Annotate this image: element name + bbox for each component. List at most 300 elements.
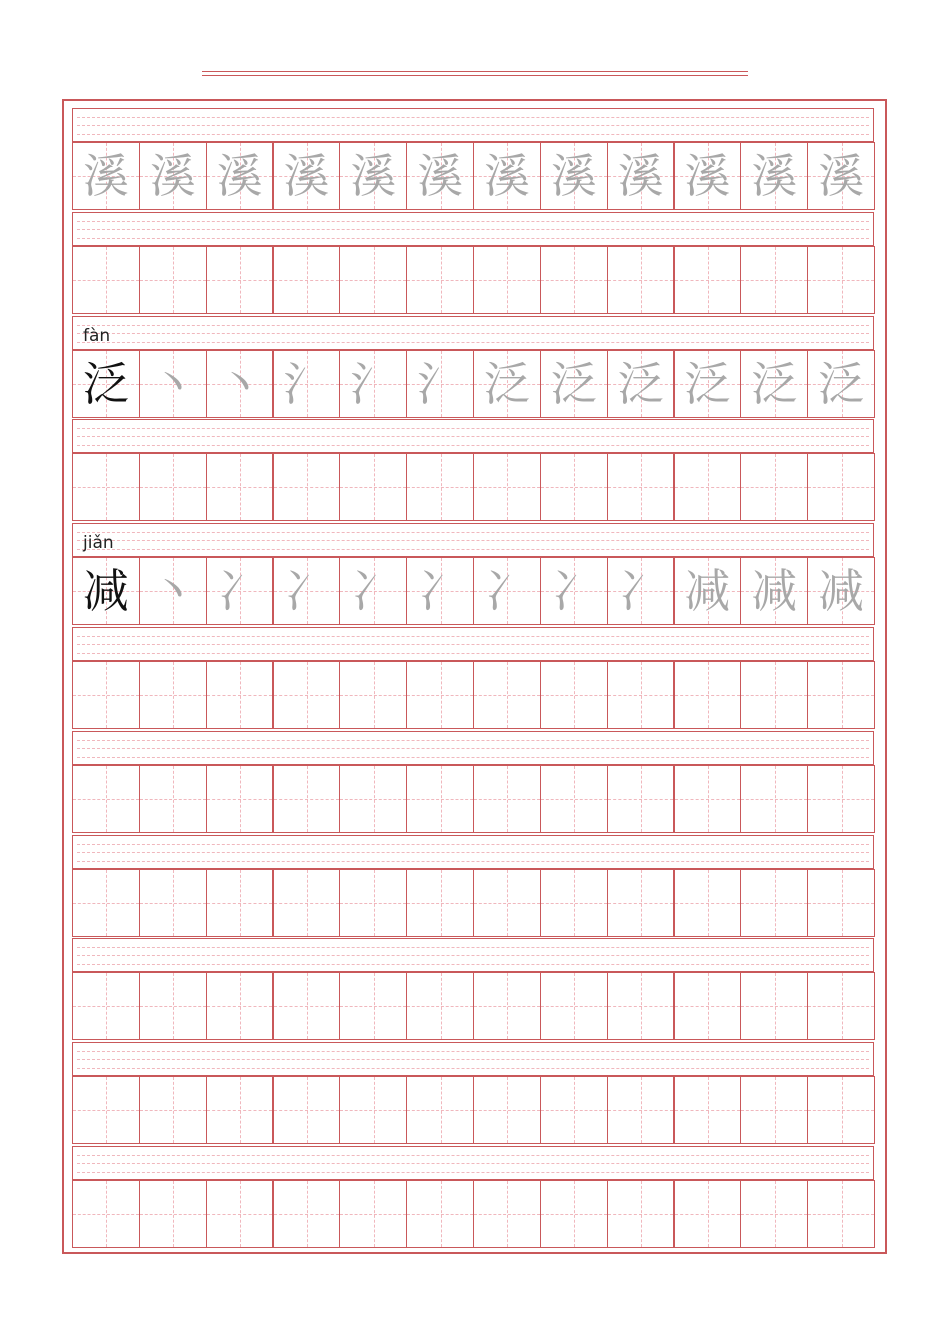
- header-rule-bottom: [202, 75, 748, 76]
- writing-cell[interactable]: [206, 1076, 274, 1144]
- writing-cell[interactable]: [473, 142, 541, 210]
- writing-cell[interactable]: [807, 142, 875, 210]
- cell-guide-vertical: [842, 1077, 843, 1143]
- cell-guide-vertical: [507, 247, 508, 313]
- cell-guide-vertical: [507, 766, 508, 832]
- pinyin-guide-line: [77, 757, 869, 758]
- trace-character: 减: [751, 564, 798, 619]
- pinyin-guide-line: [77, 540, 869, 541]
- pinyin-guide-line: [77, 653, 869, 654]
- trace-character: 溪: [417, 149, 464, 203]
- pinyin-guide-line: [77, 532, 869, 533]
- cell-guide-vertical: [507, 1077, 508, 1143]
- cell-guide-vertical: [708, 870, 709, 936]
- pinyin-guide-line: [77, 1155, 869, 1156]
- pinyin-guide-line: [77, 1163, 869, 1164]
- cell-guide-vertical: [106, 454, 107, 520]
- cell-guide-vertical: [842, 662, 843, 728]
- pinyin-guide-line: [77, 1068, 869, 1069]
- writing-cell[interactable]: [740, 453, 808, 521]
- trace-character: 溪: [483, 149, 530, 203]
- model-character: 减: [82, 564, 129, 619]
- writing-cell[interactable]: [807, 1076, 875, 1144]
- pinyin-guide-line: [77, 325, 869, 326]
- writing-cell[interactable]: [406, 869, 474, 937]
- writing-cell[interactable]: [206, 453, 274, 521]
- writing-cell[interactable]: [674, 142, 742, 210]
- writing-cell[interactable]: [339, 1076, 407, 1144]
- writing-cell[interactable]: [72, 972, 140, 1040]
- writing-cell[interactable]: [206, 765, 274, 833]
- cell-guide-vertical: [307, 766, 308, 832]
- writing-cell[interactable]: [139, 1076, 207, 1144]
- writing-cell[interactable]: [540, 765, 608, 833]
- trace-character: 溪: [617, 149, 664, 203]
- cell-guide-vertical: [374, 454, 375, 520]
- writing-cell[interactable]: [740, 246, 808, 314]
- pinyin-guide-line: [77, 861, 869, 862]
- cell-guide-vertical: [307, 247, 308, 313]
- cell-guide-vertical: [641, 247, 642, 313]
- pinyin-band: [72, 419, 874, 453]
- pinyin-guide-line: [77, 117, 869, 118]
- cell-guide-vertical: [574, 1181, 575, 1247]
- pinyin-guide-line: [77, 221, 869, 222]
- writing-cell[interactable]: [540, 350, 608, 418]
- writing-cell[interactable]: [139, 869, 207, 937]
- pinyin-guide-line: [77, 428, 869, 429]
- cell-guide-vertical: [240, 1181, 241, 1247]
- writing-cell[interactable]: [674, 1180, 742, 1248]
- pinyin-band: [72, 316, 874, 350]
- writing-cell[interactable]: [139, 972, 207, 1040]
- writing-cell[interactable]: [406, 1180, 474, 1248]
- cell-guide-vertical: [307, 662, 308, 728]
- writing-cell[interactable]: [807, 246, 875, 314]
- cell-guide-vertical: [106, 766, 107, 832]
- cell-guide-vertical: [842, 973, 843, 1039]
- cell-guide-vertical: [574, 454, 575, 520]
- writing-cell[interactable]: [607, 246, 675, 314]
- cell-guide-vertical: [842, 454, 843, 520]
- writing-cell[interactable]: [406, 661, 474, 729]
- writing-cell[interactable]: [139, 1180, 207, 1248]
- writing-cell[interactable]: [540, 142, 608, 210]
- writing-cell[interactable]: [339, 350, 407, 418]
- cell-guide-vertical: [374, 1181, 375, 1247]
- cell-guide-vertical: [173, 247, 174, 313]
- writing-cell[interactable]: [473, 246, 541, 314]
- writing-cell[interactable]: [72, 142, 140, 210]
- cell-guide-vertical: [842, 1181, 843, 1247]
- cell-guide-vertical: [106, 1077, 107, 1143]
- writing-cell[interactable]: [139, 246, 207, 314]
- cell-guide-vertical: [374, 662, 375, 728]
- writing-cell[interactable]: [473, 1076, 541, 1144]
- cell-guide-vertical: [441, 662, 442, 728]
- cell-guide-vertical: [574, 1077, 575, 1143]
- writing-cell[interactable]: [406, 972, 474, 1040]
- cell-guide-vertical: [641, 454, 642, 520]
- pinyin-guide-line: [77, 549, 869, 550]
- cell-guide-vertical: [173, 973, 174, 1039]
- writing-cell[interactable]: [807, 661, 875, 729]
- writing-cell[interactable]: [72, 661, 140, 729]
- writing-cell[interactable]: [339, 246, 407, 314]
- cell-guide-vertical: [307, 973, 308, 1039]
- writing-cell[interactable]: [273, 869, 341, 937]
- cell-guide-vertical: [507, 454, 508, 520]
- writing-cell[interactable]: [607, 453, 675, 521]
- writing-cell[interactable]: [674, 453, 742, 521]
- cell-guide-vertical: [775, 973, 776, 1039]
- trace-character: 溪: [684, 149, 731, 203]
- trace-character: 丶: [216, 356, 263, 411]
- cell-guide-vertical: [240, 973, 241, 1039]
- writing-cell[interactable]: [206, 661, 274, 729]
- cell-guide-vertical: [641, 766, 642, 832]
- writing-cell[interactable]: [139, 661, 207, 729]
- cell-guide-vertical: [708, 454, 709, 520]
- writing-cell[interactable]: [674, 869, 742, 937]
- pinyin-band: [72, 108, 874, 142]
- writing-cell[interactable]: [206, 557, 274, 625]
- writing-cell[interactable]: [72, 557, 140, 625]
- trace-character: 减: [818, 564, 865, 619]
- pinyin-guide-line: [77, 636, 869, 637]
- writing-cell[interactable]: [206, 142, 274, 210]
- writing-cell[interactable]: [674, 557, 742, 625]
- writing-cell[interactable]: [674, 246, 742, 314]
- cell-guide-vertical: [641, 1181, 642, 1247]
- trace-character: 溪: [216, 149, 263, 203]
- trace-character: 冫: [216, 564, 263, 619]
- cell-guide-vertical: [507, 973, 508, 1039]
- pinyin-guide-line: [77, 644, 869, 645]
- pinyin-guide-line: [77, 955, 869, 956]
- cell-guide-vertical: [240, 1077, 241, 1143]
- cell-guide-vertical: [307, 870, 308, 936]
- writing-cell[interactable]: [674, 1076, 742, 1144]
- cell-guide-vertical: [106, 1181, 107, 1247]
- cell-guide-vertical: [775, 454, 776, 520]
- trace-character: 溪: [283, 149, 330, 203]
- trace-character: 冫: [417, 564, 464, 619]
- cell-guide-vertical: [173, 870, 174, 936]
- writing-cell[interactable]: [540, 1180, 608, 1248]
- pinyin-guide-line: [77, 1059, 869, 1060]
- writing-cell[interactable]: [807, 453, 875, 521]
- cell-guide-vertical: [574, 870, 575, 936]
- writing-cell[interactable]: [273, 142, 341, 210]
- cell-guide-vertical: [574, 247, 575, 313]
- writing-cell[interactable]: [139, 142, 207, 210]
- writing-cell[interactable]: [339, 1180, 407, 1248]
- writing-cell[interactable]: [72, 453, 140, 521]
- pinyin-band: [72, 627, 874, 661]
- cell-guide-vertical: [775, 870, 776, 936]
- cell-guide-vertical: [441, 973, 442, 1039]
- cell-guide-vertical: [708, 247, 709, 313]
- model-character: 泛: [82, 356, 129, 411]
- writing-cell[interactable]: [473, 453, 541, 521]
- trace-character: 冫: [283, 564, 330, 619]
- pinyin-guide-line: [77, 229, 869, 230]
- trace-character: 冫: [350, 564, 397, 619]
- writing-cell[interactable]: [206, 972, 274, 1040]
- practice-row: [72, 1042, 874, 1144]
- writing-cell[interactable]: [139, 350, 207, 418]
- cell-guide-vertical: [507, 870, 508, 936]
- writing-cell[interactable]: [740, 350, 808, 418]
- writing-cell[interactable]: [339, 557, 407, 625]
- cell-guide-vertical: [307, 1181, 308, 1247]
- cell-guide-vertical: [374, 973, 375, 1039]
- writing-cell[interactable]: [674, 350, 742, 418]
- writing-cell[interactable]: [740, 661, 808, 729]
- cell-guide-vertical: [775, 1077, 776, 1143]
- writing-cell[interactable]: [206, 246, 274, 314]
- pinyin-band: [72, 938, 874, 972]
- writing-cell[interactable]: [406, 142, 474, 210]
- writing-cell[interactable]: [674, 972, 742, 1040]
- trace-character: 氵: [350, 356, 397, 411]
- trace-character: 氵: [417, 356, 464, 411]
- cell-guide-vertical: [441, 247, 442, 313]
- cell-guide-vertical: [708, 662, 709, 728]
- writing-cell[interactable]: [273, 1180, 341, 1248]
- writing-cell[interactable]: [339, 869, 407, 937]
- writing-cell[interactable]: [273, 246, 341, 314]
- trace-character: 溪: [751, 149, 798, 203]
- writing-cell[interactable]: [339, 453, 407, 521]
- pinyin-guide-line: [77, 947, 869, 948]
- writing-cell[interactable]: [473, 972, 541, 1040]
- writing-cell[interactable]: [72, 869, 140, 937]
- writing-cell[interactable]: [607, 557, 675, 625]
- pinyin-guide-line: [77, 748, 869, 749]
- cell-guide-vertical: [307, 1077, 308, 1143]
- pinyin-guide-line: [77, 238, 869, 239]
- cell-guide-vertical: [641, 1077, 642, 1143]
- pinyin-guide-line: [77, 134, 869, 135]
- cell-guide-vertical: [842, 870, 843, 936]
- trace-character: 丶: [149, 564, 196, 619]
- cell-guide-vertical: [641, 662, 642, 728]
- trace-character: 冫: [617, 564, 664, 619]
- writing-cell[interactable]: [72, 350, 140, 418]
- cell-guide-vertical: [708, 1077, 709, 1143]
- cell-guide-vertical: [106, 662, 107, 728]
- writing-cell[interactable]: [807, 972, 875, 1040]
- writing-cell[interactable]: [607, 350, 675, 418]
- writing-cell[interactable]: [339, 972, 407, 1040]
- writing-cell[interactable]: [273, 350, 341, 418]
- pinyin-guide-line: [77, 342, 869, 343]
- cell-guide-vertical: [574, 662, 575, 728]
- pinyin-band: [72, 835, 874, 869]
- trace-character: 溪: [149, 149, 196, 203]
- cell-guide-vertical: [708, 973, 709, 1039]
- writing-cell[interactable]: [473, 350, 541, 418]
- practice-row: [72, 835, 874, 937]
- writing-cell[interactable]: [674, 765, 742, 833]
- cell-guide-vertical: [775, 766, 776, 832]
- cell-guide-vertical: [106, 973, 107, 1039]
- cell-guide-vertical: [441, 454, 442, 520]
- writing-cell[interactable]: [607, 1180, 675, 1248]
- writing-cell[interactable]: [807, 765, 875, 833]
- writing-cell[interactable]: [740, 142, 808, 210]
- writing-cell[interactable]: [206, 350, 274, 418]
- pinyin-guide-line: [77, 1051, 869, 1052]
- pinyin-guide-line: [77, 445, 869, 446]
- cell-guide-vertical: [173, 1077, 174, 1143]
- writing-cell[interactable]: [72, 1180, 140, 1248]
- writing-cell[interactable]: [540, 869, 608, 937]
- pinyin-guide-line: [77, 852, 869, 853]
- writing-cell[interactable]: [473, 765, 541, 833]
- writing-cell[interactable]: [740, 972, 808, 1040]
- writing-cell[interactable]: [540, 246, 608, 314]
- practice-row: [72, 212, 874, 314]
- trace-character: 溪: [550, 149, 597, 203]
- header-rule-top: [202, 71, 748, 72]
- writing-cell[interactable]: [607, 869, 675, 937]
- writing-cell[interactable]: [740, 869, 808, 937]
- cell-guide-vertical: [106, 247, 107, 313]
- cell-guide-vertical: [374, 870, 375, 936]
- writing-cell[interactable]: [607, 661, 675, 729]
- trace-character: 泛: [617, 356, 664, 411]
- cell-guide-vertical: [507, 662, 508, 728]
- writing-cell[interactable]: [740, 557, 808, 625]
- writing-cell[interactable]: [807, 869, 875, 937]
- trace-character: 丶: [149, 356, 196, 411]
- writing-cell[interactable]: [339, 661, 407, 729]
- trace-character: 溪: [82, 149, 129, 203]
- cell-guide-vertical: [173, 766, 174, 832]
- writing-cell[interactable]: [740, 1180, 808, 1248]
- trace-character: 溪: [818, 149, 865, 203]
- cell-guide-vertical: [173, 454, 174, 520]
- trace-character: 冫: [550, 564, 597, 619]
- writing-cell[interactable]: [473, 661, 541, 729]
- practice-row: [72, 938, 874, 1040]
- pinyin-band: [72, 523, 874, 557]
- writing-cell[interactable]: [406, 350, 474, 418]
- practice-row: [72, 419, 874, 521]
- writing-cell[interactable]: [72, 1076, 140, 1144]
- cell-guide-vertical: [106, 870, 107, 936]
- writing-cell[interactable]: [540, 1076, 608, 1144]
- writing-cell[interactable]: [273, 765, 341, 833]
- writing-cell[interactable]: [607, 765, 675, 833]
- pinyin-band: [72, 731, 874, 765]
- writing-cell[interactable]: [473, 1180, 541, 1248]
- writing-cell[interactable]: [273, 1076, 341, 1144]
- pinyin-guide-line: [77, 844, 869, 845]
- writing-cell[interactable]: [406, 453, 474, 521]
- writing-cell[interactable]: [273, 972, 341, 1040]
- writing-cell[interactable]: [406, 765, 474, 833]
- pinyin-guide-line: [77, 125, 869, 126]
- cell-guide-vertical: [173, 1181, 174, 1247]
- writing-cell[interactable]: [273, 557, 341, 625]
- cell-guide-vertical: [374, 1077, 375, 1143]
- trace-character: 减: [684, 564, 731, 619]
- pinyin-band: [72, 1042, 874, 1076]
- cell-guide-vertical: [240, 247, 241, 313]
- cell-guide-vertical: [775, 247, 776, 313]
- writing-cell[interactable]: [206, 869, 274, 937]
- writing-cell[interactable]: [139, 765, 207, 833]
- writing-cell[interactable]: [273, 453, 341, 521]
- pinyin-band: [72, 212, 874, 246]
- writing-cell[interactable]: [473, 869, 541, 937]
- cell-guide-vertical: [842, 766, 843, 832]
- writing-cell[interactable]: [139, 453, 207, 521]
- cell-guide-vertical: [441, 766, 442, 832]
- writing-cell[interactable]: [406, 557, 474, 625]
- writing-cell[interactable]: [406, 246, 474, 314]
- writing-cell[interactable]: [406, 1076, 474, 1144]
- writing-cell[interactable]: [807, 350, 875, 418]
- cell-guide-vertical: [374, 247, 375, 313]
- pinyin-guide-line: [77, 333, 869, 334]
- practice-row: [72, 316, 874, 418]
- pinyin-guide-line: [77, 964, 869, 965]
- writing-cell[interactable]: [807, 1180, 875, 1248]
- writing-cell[interactable]: [139, 557, 207, 625]
- writing-cell[interactable]: [206, 1180, 274, 1248]
- writing-cell[interactable]: [807, 557, 875, 625]
- writing-cell[interactable]: [674, 661, 742, 729]
- pinyin-band: [72, 1146, 874, 1180]
- writing-cell[interactable]: [339, 142, 407, 210]
- cell-guide-vertical: [441, 1077, 442, 1143]
- cell-guide-vertical: [374, 766, 375, 832]
- writing-cell[interactable]: [740, 1076, 808, 1144]
- writing-cell[interactable]: [273, 661, 341, 729]
- writing-cell[interactable]: [607, 142, 675, 210]
- cell-guide-vertical: [574, 973, 575, 1039]
- pinyin-guide-line: [77, 1172, 869, 1173]
- writing-cell[interactable]: [540, 557, 608, 625]
- cell-guide-vertical: [708, 1181, 709, 1247]
- cell-guide-vertical: [708, 766, 709, 832]
- trace-character: 冫: [483, 564, 530, 619]
- writing-cell[interactable]: [473, 557, 541, 625]
- writing-cell[interactable]: [607, 972, 675, 1040]
- writing-cell[interactable]: [72, 246, 140, 314]
- pinyin-guide-line: [77, 740, 869, 741]
- cell-guide-vertical: [842, 247, 843, 313]
- trace-character: 泛: [684, 356, 731, 411]
- writing-cell[interactable]: [339, 765, 407, 833]
- practice-row: [72, 731, 874, 833]
- cell-guide-vertical: [507, 1181, 508, 1247]
- practice-row: [72, 108, 874, 210]
- writing-cell[interactable]: [72, 765, 140, 833]
- cell-guide-vertical: [775, 1181, 776, 1247]
- writing-cell[interactable]: [540, 972, 608, 1040]
- writing-cell[interactable]: [540, 661, 608, 729]
- writing-cell[interactable]: [740, 765, 808, 833]
- writing-cell[interactable]: [607, 1076, 675, 1144]
- cell-guide-vertical: [441, 870, 442, 936]
- writing-cell[interactable]: [540, 453, 608, 521]
